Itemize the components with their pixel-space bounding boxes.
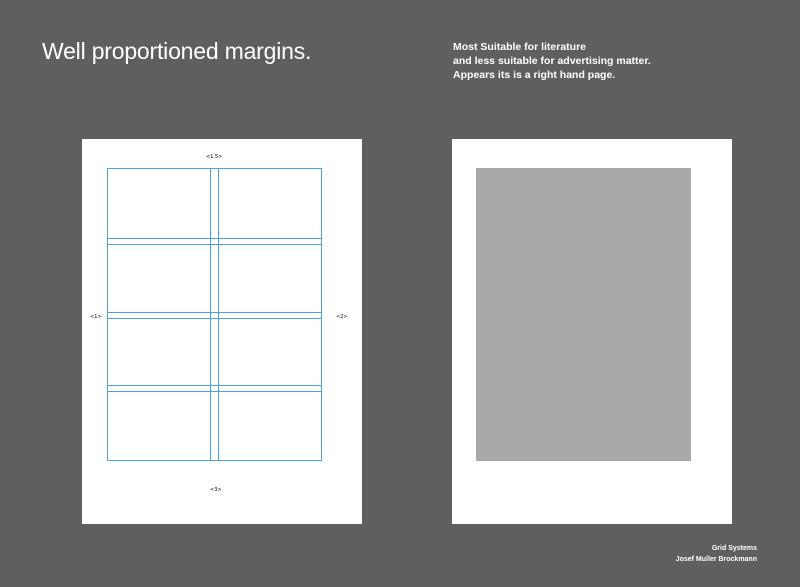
credits: [676, 543, 757, 565]
description-line: Most Suitable for literature: [453, 41, 587, 53]
credit-line: Josef Muller Brockmann: [675, 556, 757, 563]
page-title: Well proportioned margins.: [42, 38, 312, 64]
left-margin-label: <1>: [90, 314, 102, 320]
left-page-grid-layout: [82, 139, 362, 524]
grid-frame: [108, 169, 322, 461]
bottom-margin-label: <3>: [210, 487, 222, 493]
right-margin-label: <2>: [336, 314, 348, 320]
top-margin-label: <1.5>: [206, 154, 223, 160]
text-area-block: [476, 168, 691, 461]
description-line: Appears its is a right hand page.: [453, 69, 616, 81]
credit-line: Grid Systems: [711, 545, 757, 552]
description-line: and less suitable for advertising matter.: [453, 55, 651, 67]
right-page-text-area-layout: [452, 139, 732, 524]
column-grid: [82, 139, 362, 524]
description-text: [453, 40, 651, 82]
